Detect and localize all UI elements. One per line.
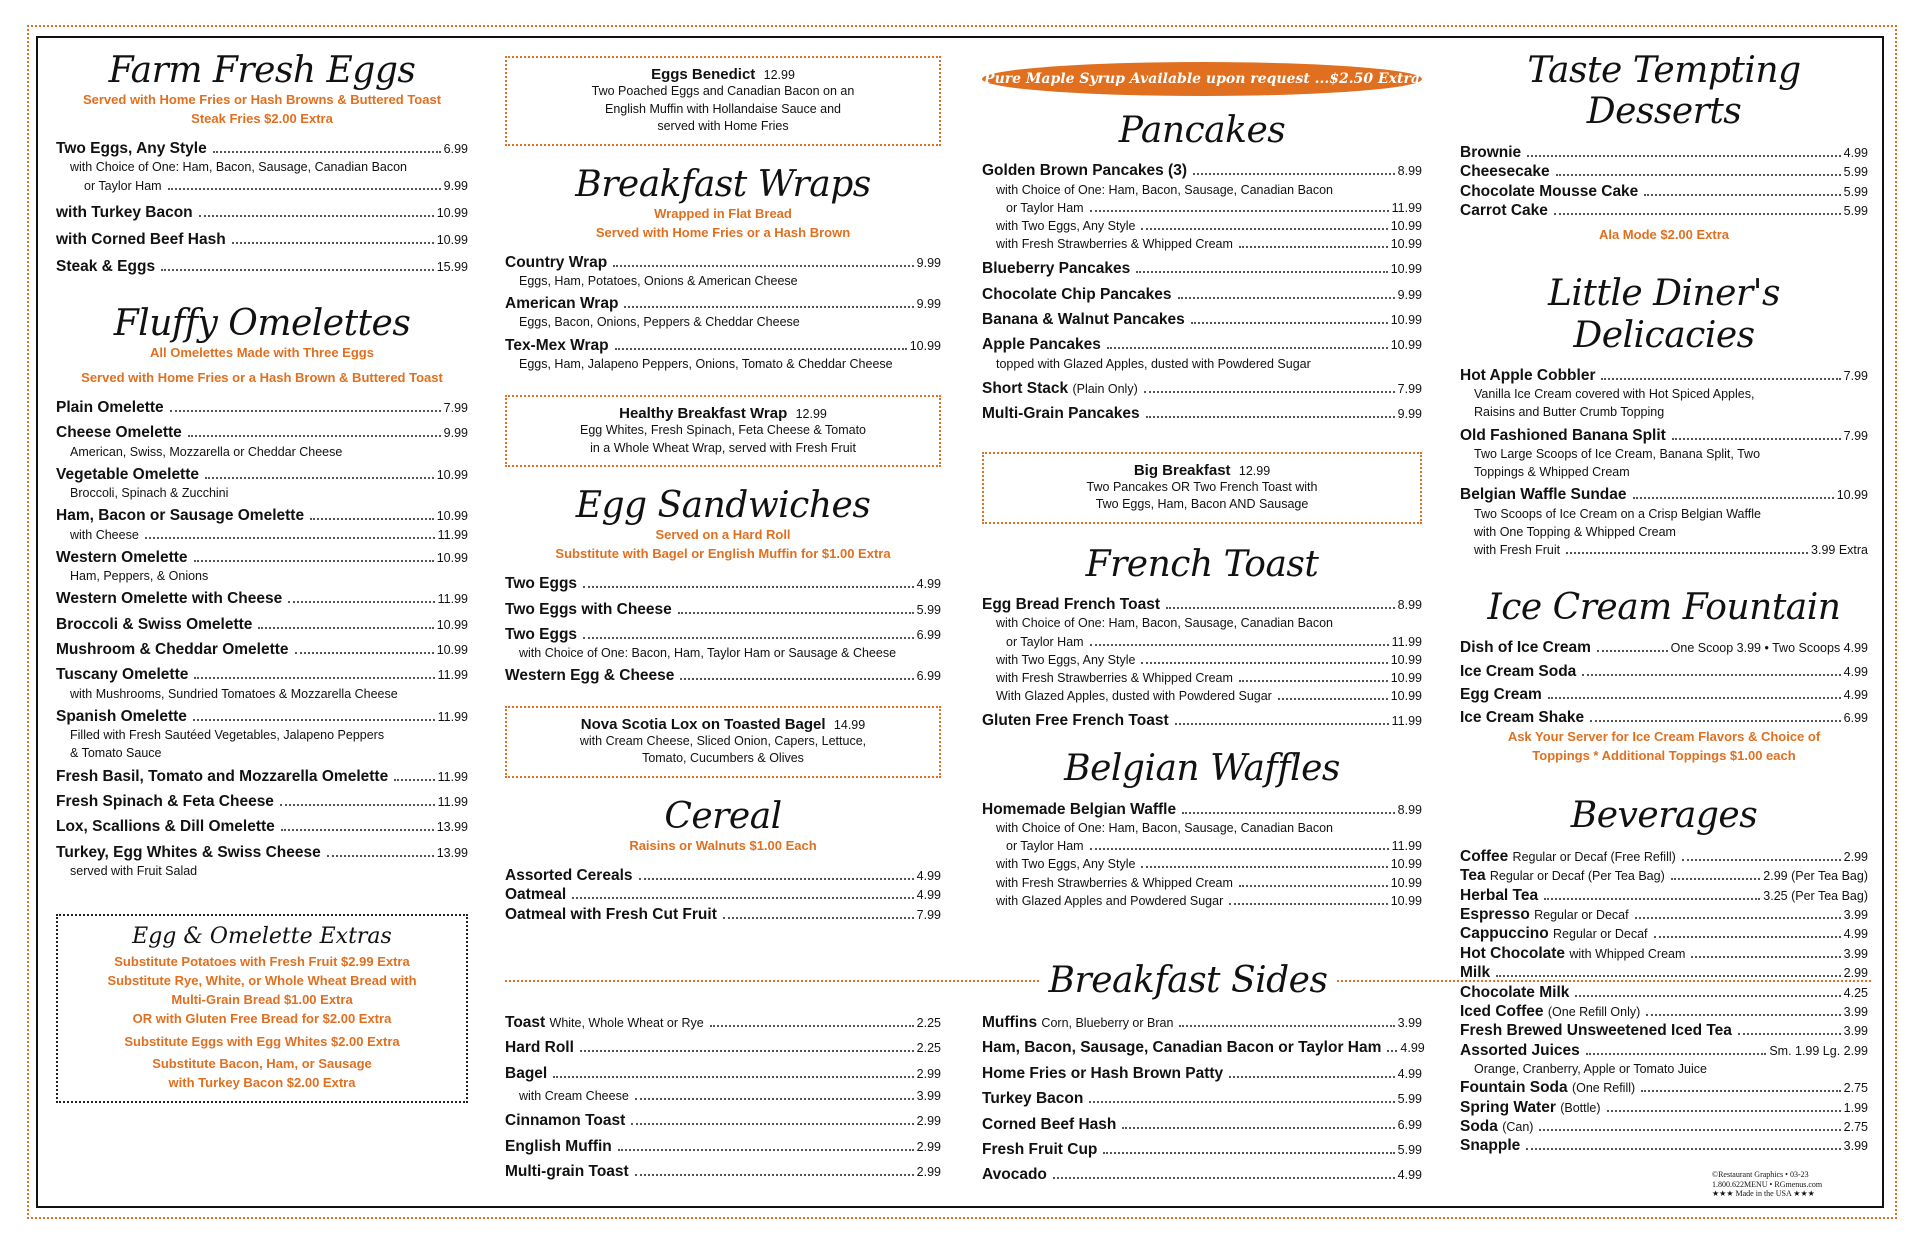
healthy-wrap-box: [505, 395, 941, 467]
item-description: Two Scoops of Ice Cream on a Crisp Belgian Waffle: [1474, 506, 1761, 521]
menu-item: Corned Beef Hash 6.99: [982, 1115, 1422, 1133]
special-desc: Tomato, Cucumbers & Olives: [642, 751, 804, 766]
credit-line: ©Restaurant Graphics • 03-23: [1712, 1170, 1809, 1179]
section-title: Cereal: [664, 795, 782, 837]
ice-cream-section: [1460, 587, 1868, 766]
menu-item: Broccoli & Swiss Omelette 10.99: [56, 615, 468, 633]
special-desc: English Muffin with Hollandaise Sauce and: [604, 101, 842, 116]
item-description: Two Large Scoops of Ice Cream, Banana Split, Two: [1474, 446, 1761, 461]
menu-item: Gluten Free French Toast 11.99: [982, 712, 1422, 730]
section-note: Served with Home Fries or a Hash Brown & Buttered Toast: [81, 370, 443, 386]
menu-item: Fountain Soda (One Refill) 2.75: [1460, 1079, 1868, 1097]
menu-item: Assorted Cereals 4.99: [505, 867, 941, 885]
section-note: Toppings * Additional Toppings $1.00 each: [1532, 747, 1796, 763]
item-option: or Taylor Ham 11.99: [1006, 200, 1422, 215]
item-option: with Two Eggs, Any Style 10.99: [996, 219, 1422, 234]
menu-item: Western Omelette with Cheese 11.99: [56, 590, 468, 608]
sides-right: [982, 1013, 1425, 1185]
menu-item: Cappuccino Regular or Decaf 4.99: [1460, 925, 1868, 943]
item-option: with Two Eggs, Any Style 10.99: [996, 652, 1422, 667]
menu-item: Multi-grain Toast 2.99: [505, 1163, 941, 1180]
menu-item: Western Egg & Cheese 6.99: [505, 667, 941, 685]
menu-item: Snapple 3.99: [1460, 1137, 1868, 1155]
menu-item: Cheese Omelette 9.99: [56, 424, 468, 442]
item-option: with Cream Cheese 3.99: [519, 1089, 941, 1104]
special-price: 12.99: [1238, 463, 1271, 478]
section-note: Substitute with Bagel or English Muffin for $1.00 Extra: [555, 546, 891, 562]
item-description: Eggs, Ham, Potatoes, Onions & American Cheese: [519, 273, 798, 288]
special-name: Nova Scotia Lox on Toasted Bagel: [580, 715, 826, 733]
section-title: Pancakes: [1118, 110, 1286, 151]
item-description: with Choice of One: Bacon, Ham, Taylor Ham or Sausage & Cheese: [519, 646, 897, 661]
french-toast-section: [982, 544, 1422, 731]
menu-item: Assorted Juices Sm. 1.99 Lg. 2.99: [1460, 1041, 1868, 1059]
section-title: Taste Tempting Desserts: [1527, 50, 1801, 133]
item-description: Vanilla Ice Cream covered with Hot Spiced Apples,: [1474, 387, 1755, 402]
eggs-benedict-box: [505, 56, 941, 146]
menu-item: Two Eggs, Any Style 6.99: [56, 140, 468, 158]
section-title: Ice Cream Fountain: [1487, 586, 1841, 628]
menu-item: Plain Omelette 7.99: [56, 398, 468, 416]
menu-item: Hot Chocolate with Whipped Cream 3.99: [1460, 944, 1868, 962]
menu-item: Old Fashioned Banana Split 7.99: [1460, 426, 1868, 444]
menu-item: Turkey, Egg Whites & Swiss Cheese 13.99: [56, 843, 468, 861]
item-description: Ham, Peppers, & Onions: [70, 569, 209, 584]
wraps-section: [505, 164, 941, 374]
section-title: Farm Fresh Eggs: [108, 50, 416, 91]
menu-item: American Wrap 9.99: [505, 295, 941, 313]
column-3: [982, 62, 1422, 910]
item-description: Raisins and Butter Crumb Topping: [1474, 405, 1665, 420]
extras-line: Multi-Grain Bread $1.00 Extra: [171, 991, 353, 1007]
menu-item: Soda (Can) 2.75: [1460, 1117, 1868, 1135]
menu-item: Ice Cream Shake 6.99: [1460, 709, 1868, 727]
section-note: Ask Your Server for Ice Cream Flavors & Choice of: [1507, 728, 1821, 744]
menu-item: Two Eggs 4.99: [505, 575, 941, 593]
menu-item: Fresh Basil, Tomato and Mozzarella Omelette 11.99: [56, 767, 468, 785]
special-name: Big Breakfast: [1133, 461, 1231, 479]
special-name: Eggs Benedict: [651, 66, 756, 83]
menu-item: Banana & Walnut Pancakes 10.99: [982, 311, 1422, 329]
menu-item: Espresso Regular or Decaf 3.99: [1460, 906, 1868, 923]
section-note: Ala Mode $2.00 Extra: [1598, 227, 1730, 243]
section-title: Breakfast Sides: [1048, 960, 1328, 1001]
credit-line: 1.800.622MENU • RGmenus.com: [1712, 1179, 1823, 1189]
omelettes-section: [56, 303, 468, 880]
sides-header: [505, 960, 1871, 1001]
menu-item: Belgian Waffle Sundae 10.99: [1460, 486, 1868, 504]
menu-item: Brownie 4.99: [1460, 143, 1868, 161]
section-title: Beverages: [1570, 795, 1758, 837]
menu-item: Oatmeal 4.99: [505, 886, 941, 904]
section-title: Belgian Waffles: [1064, 748, 1340, 790]
menu-item: Multi-Grain Pancakes 9.99: [982, 405, 1422, 423]
item-description: with Choice of One: Ham, Bacon, Sausage, Canadian Bacon: [996, 616, 1334, 631]
menu-item: Two Eggs with Cheese 5.99: [505, 600, 941, 618]
menu-item: Fresh Fruit Cup 5.99: [982, 1140, 1422, 1158]
menu-item: Avocado 4.99: [982, 1166, 1422, 1184]
item-description: topped with Glazed Apples, dusted with Powdered Sugar: [996, 356, 1311, 371]
sides-left: [505, 1013, 941, 1181]
section-note: Wrapped in Flat Bread: [654, 205, 792, 221]
menu-item: Apple Pancakes 10.99: [982, 336, 1422, 354]
delicacies-section: [1460, 273, 1868, 559]
menu-item: Chocolate Chip Pancakes 9.99: [982, 285, 1422, 303]
menu-item: Ham, Bacon or Sausage Omelette 10.99: [56, 507, 468, 525]
column-2: [505, 56, 941, 924]
menu-item: with Turkey Bacon 10.99: [56, 203, 468, 221]
item-description: & Tomato Sauce: [70, 746, 162, 761]
menu-item: Egg Bread French Toast 8.99: [982, 596, 1422, 614]
menu-item: Steak & Eggs 15.99: [56, 258, 468, 276]
column-1: [56, 50, 468, 1103]
extras-line: Substitute Eggs with Egg Whites $2.00 Extra: [124, 1033, 400, 1049]
dotted-rule: [1337, 980, 1871, 982]
item-description: with Choice of One: Ham, Bacon, Sausage, Canadian Bacon: [996, 821, 1334, 836]
special-price: 14.99: [833, 717, 866, 732]
menu-item: Oatmeal with Fresh Cut Fruit 7.99: [505, 905, 941, 923]
item-description: with Choice of One: Ham, Bacon, Sausage, Canadian Bacon: [996, 182, 1334, 197]
item-option: with Fresh Strawberries & Whipped Cream 10.99: [996, 237, 1422, 252]
section-title: Egg Sandwiches: [575, 485, 871, 527]
item-option: with Fresh Strawberries & Whipped Cream 10.99: [996, 875, 1422, 890]
item-option: with Two Eggs, Any Style 10.99: [996, 857, 1422, 872]
big-breakfast-box: [982, 452, 1422, 524]
menu-item: Cheesecake 5.99: [1460, 163, 1868, 181]
item-option: with Fresh Strawberries & Whipped Cream 10.99: [996, 670, 1422, 685]
menu-item: Homemade Belgian Waffle 8.99: [982, 800, 1422, 818]
menu-item: Iced Coffee (One Refill Only) 3.99: [1460, 1002, 1868, 1020]
menu-item: Golden Brown Pancakes (3) 8.99: [982, 162, 1422, 180]
menu-item: Bagel 2.99: [505, 1064, 941, 1082]
menu-item: Ice Cream Soda 4.99: [1460, 662, 1868, 680]
menu-item: English Muffin 2.99: [505, 1137, 941, 1155]
menu-item: Tea Regular or Decaf (Per Tea Bag) 2.99 (Per Tea Bag): [1460, 867, 1868, 885]
special-desc: with Cream Cheese, Sliced Onion, Capers, Lettuce,: [579, 733, 867, 748]
menu-item: Milk 2.99: [1460, 964, 1868, 982]
special-desc: Egg Whites, Fresh Spinach, Feta Cheese & Tomato: [579, 423, 867, 438]
menu-item: Coffee Regular or Decaf (Free Refill) 2.99: [1460, 847, 1868, 865]
section-note: Served with Home Fries or a Hash Brown: [595, 224, 851, 240]
menu-item: Fresh Brewed Unsweetened Iced Tea 3.99: [1460, 1022, 1868, 1040]
menu-item: Cinnamon Toast 2.99: [505, 1112, 941, 1130]
menu-item: Turkey Bacon 5.99: [982, 1090, 1422, 1108]
eggs-section: [56, 50, 468, 277]
menu-item: with Corned Beef Hash 10.99: [56, 231, 468, 249]
menu-item: Dish of Ice Cream One Scoop 3.99 • Two Scoops 4.99: [1460, 639, 1868, 657]
menu-item: Short Stack (Plain Only) 7.99: [982, 379, 1422, 397]
item-description: with Mushrooms, Sundried Tomatoes & Mozzarella Cheese: [70, 686, 398, 701]
menu-item: Carrot Cake 5.99: [1460, 201, 1868, 219]
item-option: or Taylor Ham 9.99: [84, 178, 468, 193]
special-desc: Two Poached Eggs and Canadian Bacon on an: [591, 84, 855, 98]
menu-item: Vegetable Omelette 10.99: [56, 465, 468, 483]
section-note: Served with Home Fries or Hash Browns & Buttered Toast: [82, 92, 442, 108]
lox-box: [505, 706, 941, 778]
section-title: Little Diner's Delicacies: [1547, 273, 1781, 356]
item-option: With Glazed Apples, dusted with Powdered Sugar 10.99: [996, 688, 1422, 703]
printer-credit: [1712, 1170, 1822, 1199]
special-desc: served with Home Fries: [657, 119, 789, 133]
menu-item: Blueberry Pancakes 10.99: [982, 260, 1422, 278]
cereal-section: [505, 796, 941, 924]
menu-item: Hard Roll 2.25: [505, 1039, 941, 1057]
section-title: Fluffy Omelettes: [113, 302, 411, 344]
section-note: Raisins or Walnuts $1.00 Each: [629, 838, 817, 854]
menu-item: Spring Water (Bottle) 1.99: [1460, 1098, 1868, 1116]
menu-item: Muffins Corn, Blueberry or Bran 3.99: [982, 1014, 1422, 1031]
menu-item: Chocolate Mousse Cake 5.99: [1460, 182, 1868, 200]
menu-item: Chocolate Milk 4.25: [1460, 983, 1868, 1001]
item-description: Orange, Cranberry, Apple or Tomato Juice: [1474, 1062, 1707, 1076]
section-title: Breakfast Wraps: [575, 163, 871, 205]
menu-item: Home Fries or Hash Brown Patty 4.99: [982, 1064, 1422, 1082]
item-option: with Fresh Fruit 3.99 Extra: [1474, 542, 1868, 557]
item-option: with Glazed Apples and Powdered Sugar 10.99: [996, 893, 1422, 908]
desserts-section: [1460, 50, 1868, 245]
menu-item: Western Omelette 10.99: [56, 548, 468, 566]
special-desc: Two Eggs, Ham, Bacon AND Sausage: [1095, 497, 1309, 512]
item-description: with One Topping & Whipped Cream: [1474, 524, 1676, 539]
special-desc: Two Pancakes OR Two French Toast with: [1086, 479, 1318, 494]
menu-item: Herbal Tea 3.25 (Per Tea Bag): [1460, 886, 1868, 904]
special-price: 12.99: [795, 407, 827, 422]
item-description: Toppings & Whipped Cream: [1474, 465, 1630, 480]
section-note: Served on a Hard Roll: [655, 527, 791, 543]
item-description: served with Fruit Salad: [70, 864, 198, 879]
menu-item: Fresh Spinach & Feta Cheese 11.99: [56, 792, 468, 810]
credit-line: ★★★ Made in the USA ★★★: [1712, 1189, 1815, 1199]
menu-item: Tex-Mex Wrap 10.99: [505, 336, 941, 354]
item-description: Eggs, Ham, Jalapeno Peppers, Onions, Tomato & Cheddar Cheese: [519, 356, 893, 371]
item-description: Filled with Fresh Sautéed Vegetables, Jalapeno Peppers: [70, 728, 385, 743]
section-note: All Omelettes Made with Three Eggs: [150, 345, 374, 361]
sandwiches-section: [505, 485, 941, 686]
section-note: Steak Fries $2.00 Extra: [191, 111, 333, 127]
item-option: with Cheese 11.99: [70, 527, 468, 542]
menu-item: Mushroom & Cheddar Omelette 10.99: [56, 641, 468, 659]
item-description: Eggs, Bacon, Onions, Peppers & Cheddar Cheese: [519, 315, 800, 330]
extras-line: Substitute Potatoes with Fresh Fruit $2.99 Extra: [114, 954, 410, 970]
menu-item: Hot Apple Cobbler 7.99: [1460, 366, 1868, 384]
section-title: French Toast: [1085, 543, 1319, 585]
extras-title: Egg & Omelette Extras: [132, 924, 392, 950]
special-name: Healthy Breakfast Wrap: [619, 405, 788, 423]
item-description: American, Swiss, Mozzarella or Cheddar Cheese: [70, 444, 343, 459]
item-option: or Taylor Ham 11.99: [1006, 634, 1422, 649]
item-description: Broccoli, Spinach & Zucchini: [70, 486, 229, 501]
extras-line: Substitute Rye, White, or Whole Wheat Bread with: [107, 973, 417, 988]
extras-line: with Turkey Bacon $2.00 Extra: [168, 1075, 356, 1091]
menu-item: Egg Cream 4.99: [1460, 686, 1868, 704]
item-description: with Choice of One: Ham, Bacon, Sausage, Canadian Bacon: [70, 160, 408, 175]
menu-item: Ham, Bacon, Sausage, Canadian Bacon or Taylor Ham 4.99: [982, 1039, 1425, 1057]
menu-item: Country Wrap 9.99: [505, 253, 941, 271]
menu-item: Toast White, Whole Wheat or Rye 2.25: [505, 1014, 941, 1031]
menu-item: Spanish Omelette 11.99: [56, 707, 468, 725]
special-price: 12.99: [763, 68, 795, 82]
dotted-rule: [505, 980, 1039, 982]
menu-item: Two Eggs 6.99: [505, 625, 941, 643]
maple-syrup-banner: Pure Maple Syrup Available upon request ...$2.50 Extra: [982, 62, 1422, 96]
item-option: or Taylor Ham 11.99: [1006, 839, 1422, 854]
extras-line: OR with Gluten Free Bread for $2.00 Extra: [132, 1010, 392, 1026]
menu-item: Lox, Scallions & Dill Omelette 13.99: [56, 818, 468, 836]
waffles-section: [982, 748, 1422, 909]
menu-item: Tuscany Omelette 11.99: [56, 666, 468, 684]
pancakes-section: [982, 110, 1422, 424]
extras-box: [56, 914, 468, 1103]
special-desc: in a Whole Wheat Wrap, served with Fresh Fruit: [590, 440, 856, 455]
extras-line: Substitute Bacon, Ham, or Sausage: [152, 1056, 372, 1072]
